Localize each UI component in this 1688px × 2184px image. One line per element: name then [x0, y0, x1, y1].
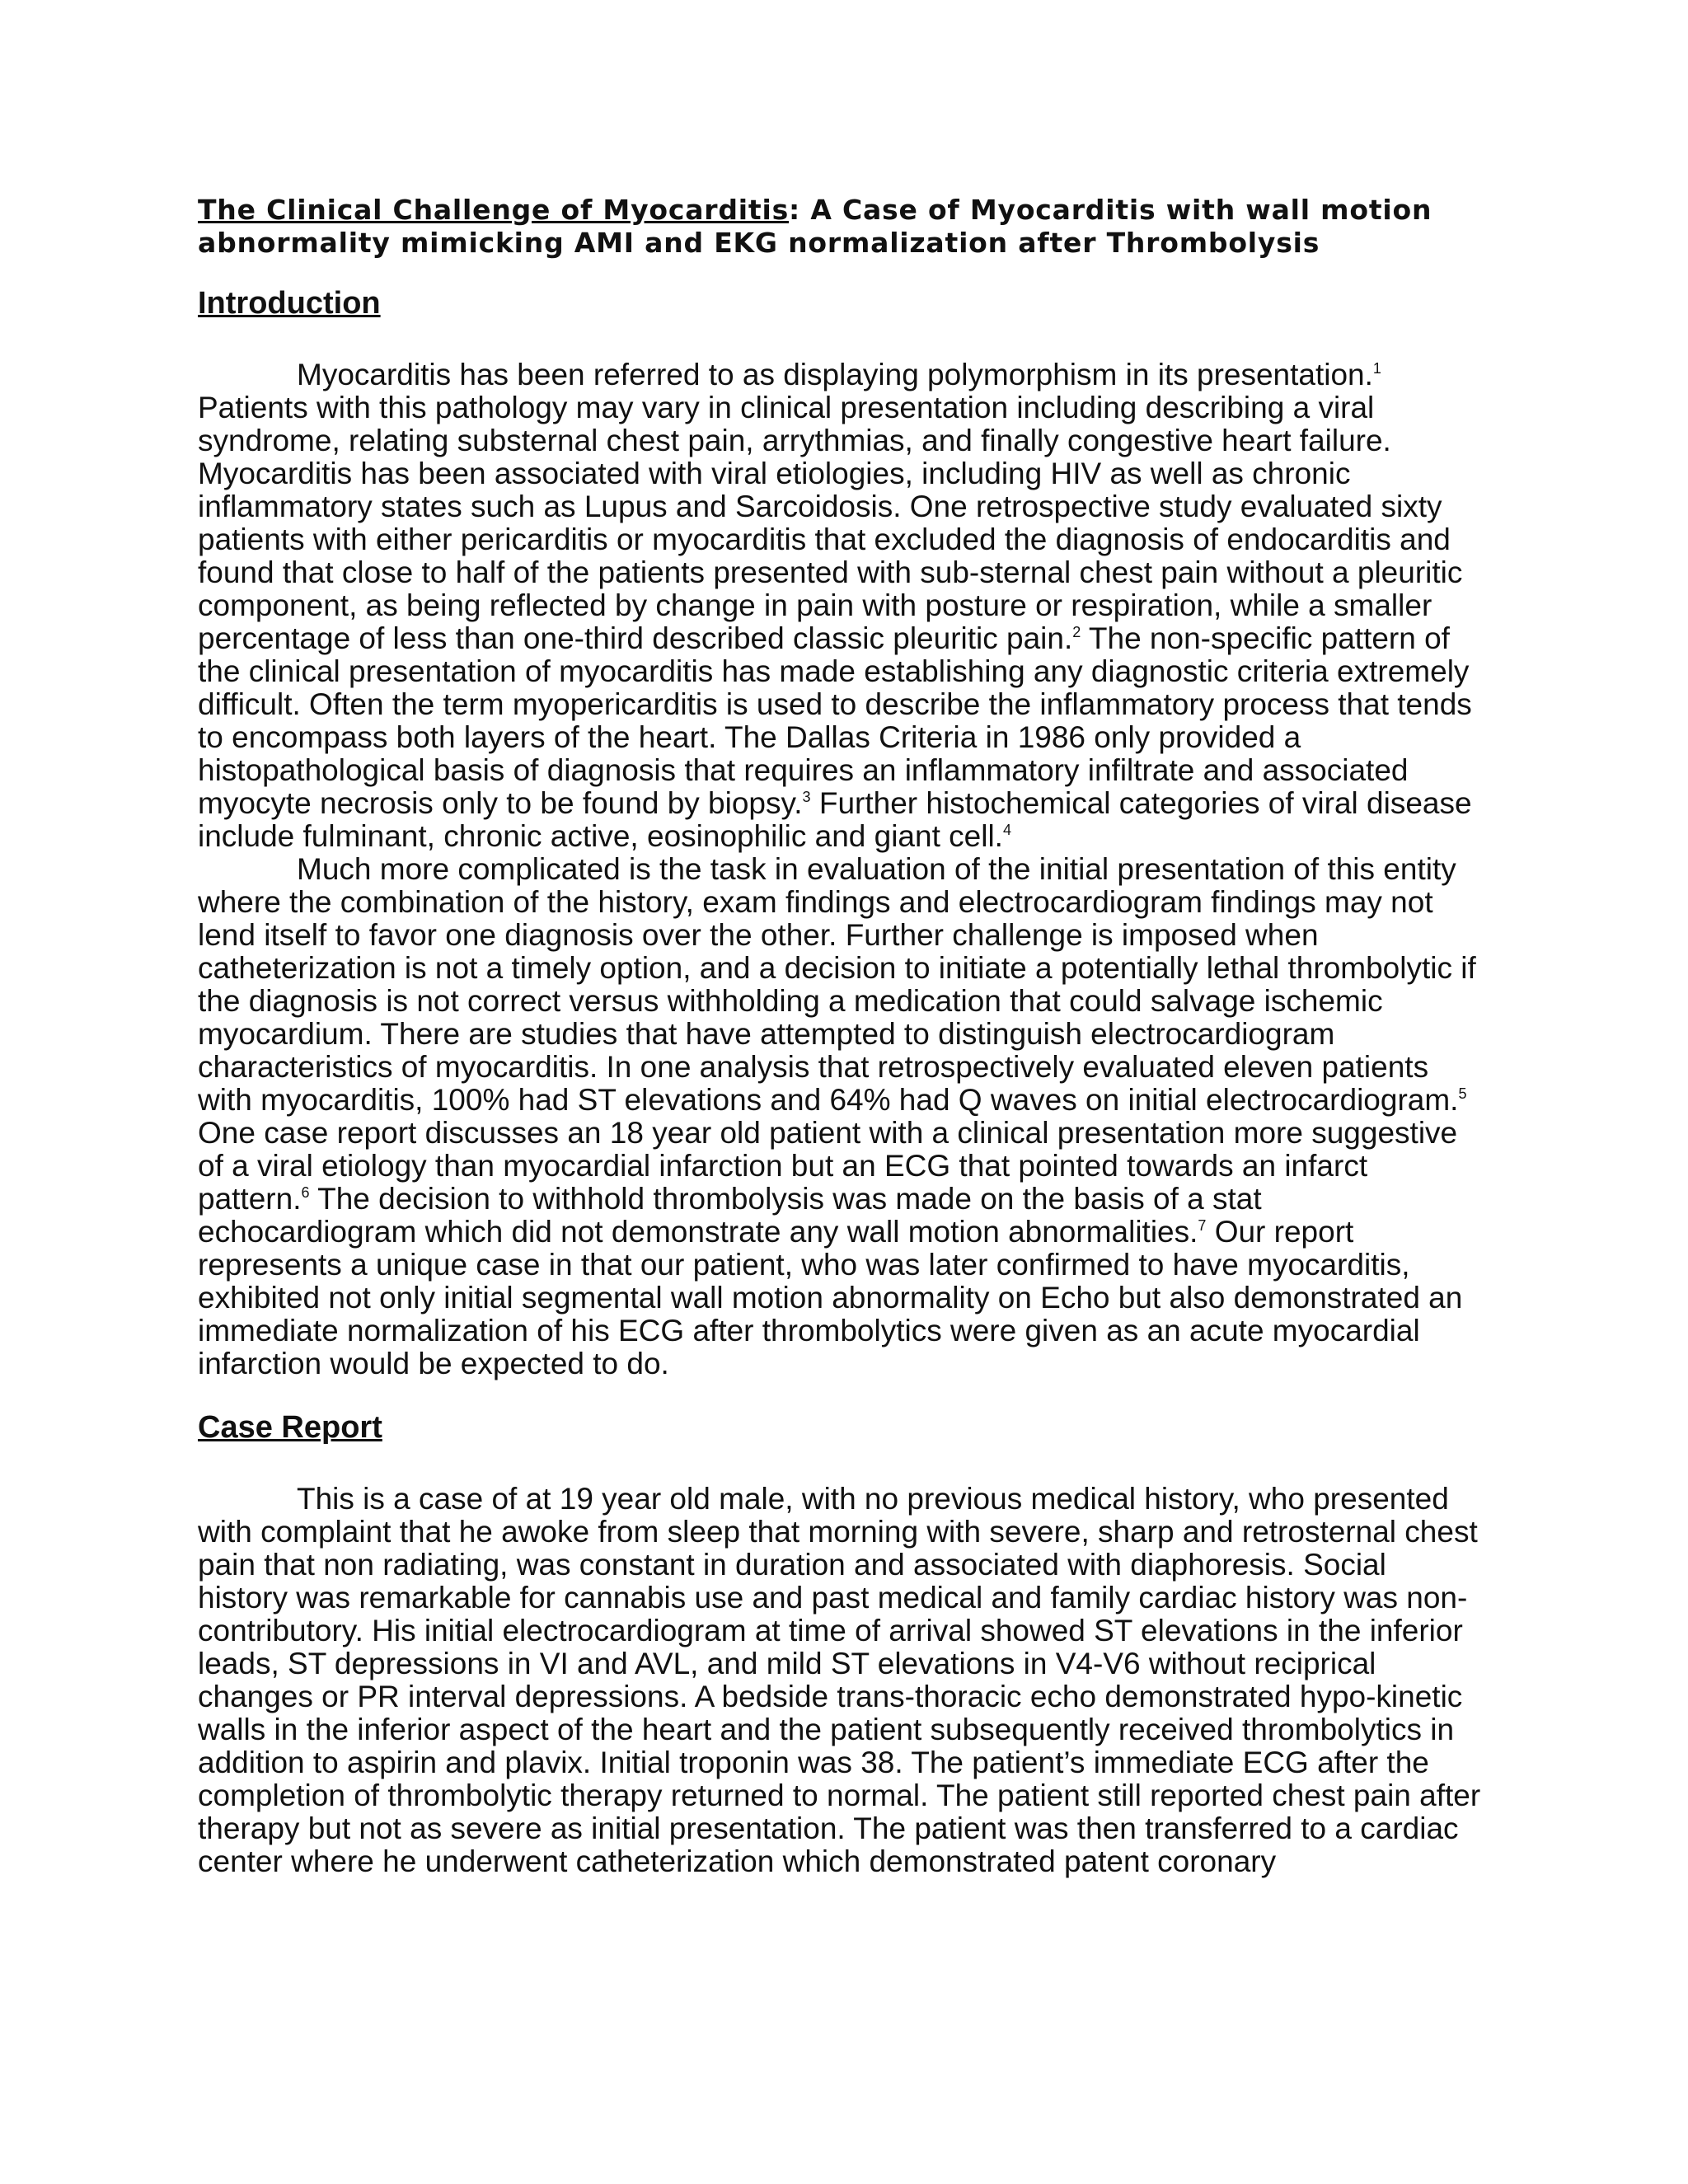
text-run: The decision to withhold thrombolysis was made on the basis of a stat echocardiogram which did not demonstrate any wall motion abnormalities.: [198, 1182, 1262, 1249]
text-run: Our report represents a unique case in that our patient, who was later confirmed to have myocarditis, exhibited not only initial segmental wall motion abnormality on Echo but also demonstrated an immediate normalization of his ECG after thrombolytics were given as an acute myocardial infarction would be expected to do.: [198, 1215, 1463, 1380]
citation-superscript: 4: [1002, 822, 1011, 838]
text-run: One case report discusses an 18 year old patient with a clinical presentation more suggestive of a viral etiology than myocardial infarction but an ECG that pointed towards an infarct pattern.: [198, 1116, 1458, 1216]
citation-superscript: 5: [1458, 1085, 1467, 1102]
section-heading-introduction: Introduction: [198, 286, 381, 321]
title-colon: :: [789, 194, 801, 226]
text-run: Patients with this pathology may vary in clinical presentation including describing a viral syndrome, relating substernal chest pain, arrythmias, and finally congestive heart failure. Myocarditis has been associated with viral etiologies, including HIV as well as chronic inflammatory states such as Lupus and Sarcoidosis. One retrospective study evaluated sixty patients with either pericarditis or myocarditis that excluded the diagnosis of endocarditis and found that close to half of the patients presented with sub-sternal chest pain without a pleuritic component, as being reflected by change in pain with posture or respiration, while a smaller percentage of less than one-third described classic pleuritic pain.: [198, 391, 1463, 655]
text-run: Much more complicated is the task in evaluation of the initial presentation of this entity where the combination of the history, exam findings and electrocardiogram findings may not lend itself to favor one diagnosis over the other. Further challenge is imposed when catheterization is not a timely option, and a decision to initiate a potentially lethal thrombolytic if the diagnosis is not correct versus withholding a medication that could salvage ischemic myocardium. There are studies that have attempted to distinguish electrocardiogram characteristics of myocarditis. In one analysis that retrospectively evaluated eleven patients with myocarditis, 100% had ST elevations and 64% had Q waves on initial electrocardiogram.: [198, 852, 1476, 1117]
text-run: Further histochemical categories of viral disease include fulminant, chronic active, eosinophilic and giant cell.: [198, 786, 1472, 853]
citation-superscript: 7: [1198, 1217, 1207, 1234]
paper-title: [198, 194, 1484, 260]
document-page: [198, 194, 1484, 1878]
text-run: Myocarditis has been referred to as displaying polymorphism in its presentation.: [297, 358, 1373, 391]
citation-superscript: 3: [802, 789, 811, 805]
citation-superscript: 6: [301, 1184, 310, 1201]
title-underlined-part: The Clinical Challenge of Myocarditis: [198, 194, 790, 226]
citation-superscript: 1: [1372, 360, 1381, 377]
citation-superscript: 2: [1072, 624, 1081, 640]
introduction-paragraph-1: [198, 359, 1484, 853]
section-heading-case-report: Case Report: [198, 1410, 382, 1445]
title-subtitle-part: A Case of Myocarditis with wall motion abnormality mimicking AMI and EKG normalization after Thrombolysis: [198, 194, 1432, 259]
introduction-paragraph-2: [198, 853, 1484, 1380]
text-run: The non-specific pattern of the clinical presentation of myocarditis has made establishing any diagnostic criteria extremely difficult. Often the term myopericarditis is used to describe the inflammatory process that tends to encompass both layers of the heart. The Dallas Criteria in 1986 only provided a histopathological basis of diagnosis that requires an inflammatory infiltrate and associated myocyte necrosis only to be found by biopsy.: [198, 621, 1472, 820]
case-report-paragraph-1: This is a case of at 19 year old male, with no previous medical history, who presented with complaint that he awoke from sleep that morning with severe, sharp and retrosternal chest pain that non radiating, was constant in duration and associated with diaphoresis. Social history was remarkable for cannabis use and past medical and family cardiac history was non-contributory. His initial electrocardiogram at time of arrival showed ST elevations in the inferior leads, ST depressions in VI and AVL, and mild ST elevations in V4-V6 without reciprical changes or PR interval depressions. A bedside trans-thoracic echo demonstrated hypo-kinetic walls in the inferior aspect of the heart and the patient subsequently received thrombolytics in addition to aspirin and plavix. Initial troponin was 38. The patient’s immediate ECG after the completion of thrombolytic therapy returned to normal. The patient still reported chest pain after therapy but not as severe as initial presentation. The patient was then transferred to a cardiac center where he underwent catheterization which demonstrated patent coronary: [198, 1482, 1481, 1878]
